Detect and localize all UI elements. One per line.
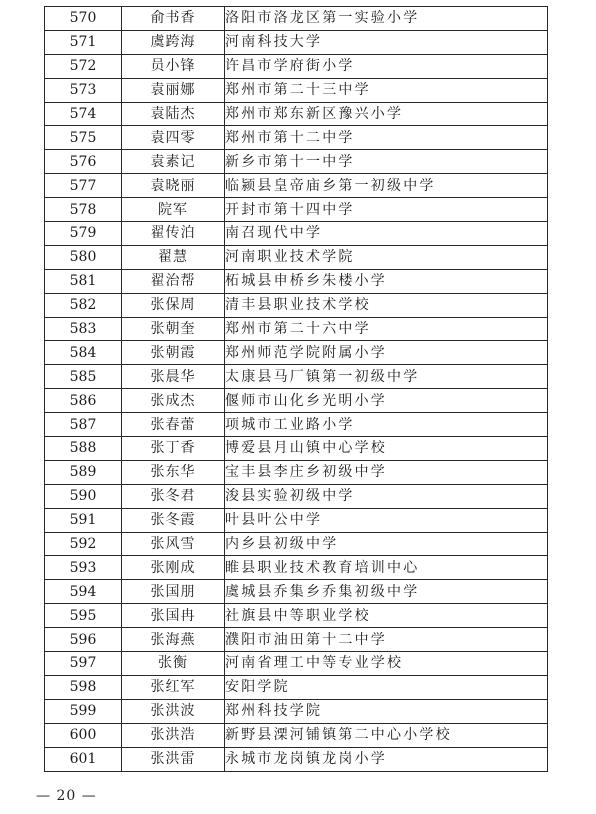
teacher-name-cell: 翟慧 — [122, 245, 225, 269]
table-row — [45, 699, 548, 723]
table-row — [45, 747, 548, 771]
school-name-cell: 宝丰县李庄乡初级中学 — [225, 460, 548, 484]
school-name-cell: 新野县溧河铺镇第二中心小学校 — [225, 723, 548, 747]
row-number-cell: 598 — [45, 675, 122, 699]
teacher-name-cell: 张刚成 — [122, 556, 225, 580]
teacher-name-cell: 张洪浩 — [122, 723, 225, 747]
row-number-cell: 597 — [45, 652, 122, 676]
school-name-cell: 郑州师范学院附属小学 — [225, 341, 548, 365]
page-number: — 20 — — [36, 788, 97, 804]
teacher-name-cell: 袁陆杰 — [122, 102, 225, 126]
row-number-cell: 575 — [45, 126, 122, 150]
teacher-name-cell: 张洪雷 — [122, 747, 225, 771]
school-name-cell: 安阳学院 — [225, 675, 548, 699]
row-number-cell: 591 — [45, 508, 122, 532]
teacher-name-cell: 张丁香 — [122, 437, 225, 461]
school-name-cell: 柘城县申桥乡朱楼小学 — [225, 269, 548, 293]
table-row — [45, 652, 548, 676]
row-number-cell: 581 — [45, 269, 122, 293]
school-name-cell: 许昌市学府街小学 — [225, 54, 548, 78]
school-name-cell: 内乡县初级中学 — [225, 532, 548, 556]
table-row — [45, 437, 548, 461]
school-name-cell: 郑州科技学院 — [225, 699, 548, 723]
school-name-cell: 偃师市山化乡光明小学 — [225, 389, 548, 413]
school-name-cell: 清丰县职业技术学校 — [225, 293, 548, 317]
school-name-cell: 临颍县皇帝庙乡第一初级中学 — [225, 174, 548, 198]
school-name-cell: 郑州市第二十三中学 — [225, 78, 548, 102]
table-row — [45, 413, 548, 437]
row-number-cell: 577 — [45, 174, 122, 198]
teacher-name-cell: 张洪波 — [122, 699, 225, 723]
row-number-cell: 587 — [45, 413, 122, 437]
teacher-name-cell: 张朝霞 — [122, 341, 225, 365]
row-number-cell: 576 — [45, 150, 122, 174]
teacher-name-cell: 张红军 — [122, 675, 225, 699]
row-number-cell: 580 — [45, 245, 122, 269]
row-number-cell: 582 — [45, 293, 122, 317]
row-number-cell: 570 — [45, 7, 122, 31]
school-name-cell: 郑州市郑东新区豫兴小学 — [225, 102, 548, 126]
school-name-cell: 河南职业技术学院 — [225, 245, 548, 269]
teacher-name-cell: 张成杰 — [122, 389, 225, 413]
teacher-name-cell: 张朝奎 — [122, 317, 225, 341]
roster-table-container — [44, 6, 547, 772]
table-row — [45, 532, 548, 556]
school-name-cell: 新乡市第十一中学 — [225, 150, 548, 174]
teacher-name-cell: 张晨华 — [122, 365, 225, 389]
table-row — [45, 150, 548, 174]
row-number-cell: 595 — [45, 604, 122, 628]
school-name-cell: 睢县职业技术教育培训中心 — [225, 556, 548, 580]
school-name-cell: 南召现代中学 — [225, 222, 548, 246]
teacher-name-cell: 张国冉 — [122, 604, 225, 628]
table-row — [45, 293, 548, 317]
teacher-name-cell: 张海燕 — [122, 628, 225, 652]
teacher-name-cell: 张风雪 — [122, 532, 225, 556]
row-number-cell: 584 — [45, 341, 122, 365]
table-row — [45, 389, 548, 413]
school-name-cell: 虞城县乔集乡乔集初级中学 — [225, 580, 548, 604]
row-number-cell: 578 — [45, 198, 122, 222]
teacher-name-cell: 张衡 — [122, 652, 225, 676]
row-number-cell: 572 — [45, 54, 122, 78]
school-name-cell: 郑州市第二十六中学 — [225, 317, 548, 341]
teacher-name-cell: 张国朋 — [122, 580, 225, 604]
row-number-cell: 593 — [45, 556, 122, 580]
row-number-cell: 589 — [45, 460, 122, 484]
row-number-cell: 599 — [45, 699, 122, 723]
table-row — [45, 317, 548, 341]
teacher-name-cell: 袁晓丽 — [122, 174, 225, 198]
row-number-cell: 590 — [45, 484, 122, 508]
table-row — [45, 341, 548, 365]
school-name-cell: 浚县实验初级中学 — [225, 484, 548, 508]
table-row — [45, 604, 548, 628]
row-number-cell: 600 — [45, 723, 122, 747]
school-name-cell: 项城市工业路小学 — [225, 413, 548, 437]
table-row — [45, 484, 548, 508]
table-row — [45, 628, 548, 652]
school-name-cell: 博爱县月山镇中心学校 — [225, 437, 548, 461]
table-row — [45, 365, 548, 389]
school-name-cell: 叶县叶公中学 — [225, 508, 548, 532]
school-name-cell: 社旗县中等职业学校 — [225, 604, 548, 628]
row-number-cell: 601 — [45, 747, 122, 771]
table-row — [45, 460, 548, 484]
row-number-cell: 574 — [45, 102, 122, 126]
teacher-name-cell: 翟传泊 — [122, 222, 225, 246]
teacher-name-cell: 张冬君 — [122, 484, 225, 508]
teacher-name-cell: 俞书香 — [122, 7, 225, 31]
teacher-name-cell: 袁素记 — [122, 150, 225, 174]
table-row — [45, 269, 548, 293]
table-row — [45, 54, 548, 78]
row-number-cell: 588 — [45, 437, 122, 461]
row-number-cell: 573 — [45, 78, 122, 102]
teacher-name-cell: 袁丽娜 — [122, 78, 225, 102]
table-row — [45, 222, 548, 246]
school-name-cell: 洛阳市洛龙区第一实验小学 — [225, 7, 548, 31]
table-row — [45, 126, 548, 150]
teacher-name-cell: 张春蕾 — [122, 413, 225, 437]
row-number-cell: 596 — [45, 628, 122, 652]
teacher-name-cell: 张保周 — [122, 293, 225, 317]
school-name-cell: 永城市龙岗镇龙岗小学 — [225, 747, 548, 771]
school-name-cell: 河南省理工中等专业学校 — [225, 652, 548, 676]
table-row — [45, 508, 548, 532]
school-name-cell: 濮阳市油田第十二中学 — [225, 628, 548, 652]
table-row — [45, 675, 548, 699]
school-name-cell: 河南科技大学 — [225, 30, 548, 54]
teacher-name-cell: 袁四零 — [122, 126, 225, 150]
row-number-cell: 583 — [45, 317, 122, 341]
school-name-cell: 开封市第十四中学 — [225, 198, 548, 222]
table-row — [45, 580, 548, 604]
school-name-cell: 太康县马厂镇第一初级中学 — [225, 365, 548, 389]
table-row — [45, 723, 548, 747]
row-number-cell: 585 — [45, 365, 122, 389]
teacher-name-cell: 员小锋 — [122, 54, 225, 78]
row-number-cell: 571 — [45, 30, 122, 54]
table-row — [45, 198, 548, 222]
row-number-cell: 592 — [45, 532, 122, 556]
row-number-cell: 586 — [45, 389, 122, 413]
school-name-cell: 郑州市第十二中学 — [225, 126, 548, 150]
row-number-cell: 594 — [45, 580, 122, 604]
table-row — [45, 174, 548, 198]
table-row — [45, 102, 548, 126]
roster-table — [44, 6, 548, 772]
teacher-name-cell: 翟治帮 — [122, 269, 225, 293]
teacher-name-cell: 虞跨海 — [122, 30, 225, 54]
roster-table-body — [45, 7, 548, 772]
teacher-name-cell: 院军 — [122, 198, 225, 222]
table-row — [45, 78, 548, 102]
row-number-cell: 579 — [45, 222, 122, 246]
teacher-name-cell: 张冬霞 — [122, 508, 225, 532]
table-row — [45, 7, 548, 31]
teacher-name-cell: 张东华 — [122, 460, 225, 484]
table-row — [45, 556, 548, 580]
table-row — [45, 30, 548, 54]
table-row — [45, 245, 548, 269]
